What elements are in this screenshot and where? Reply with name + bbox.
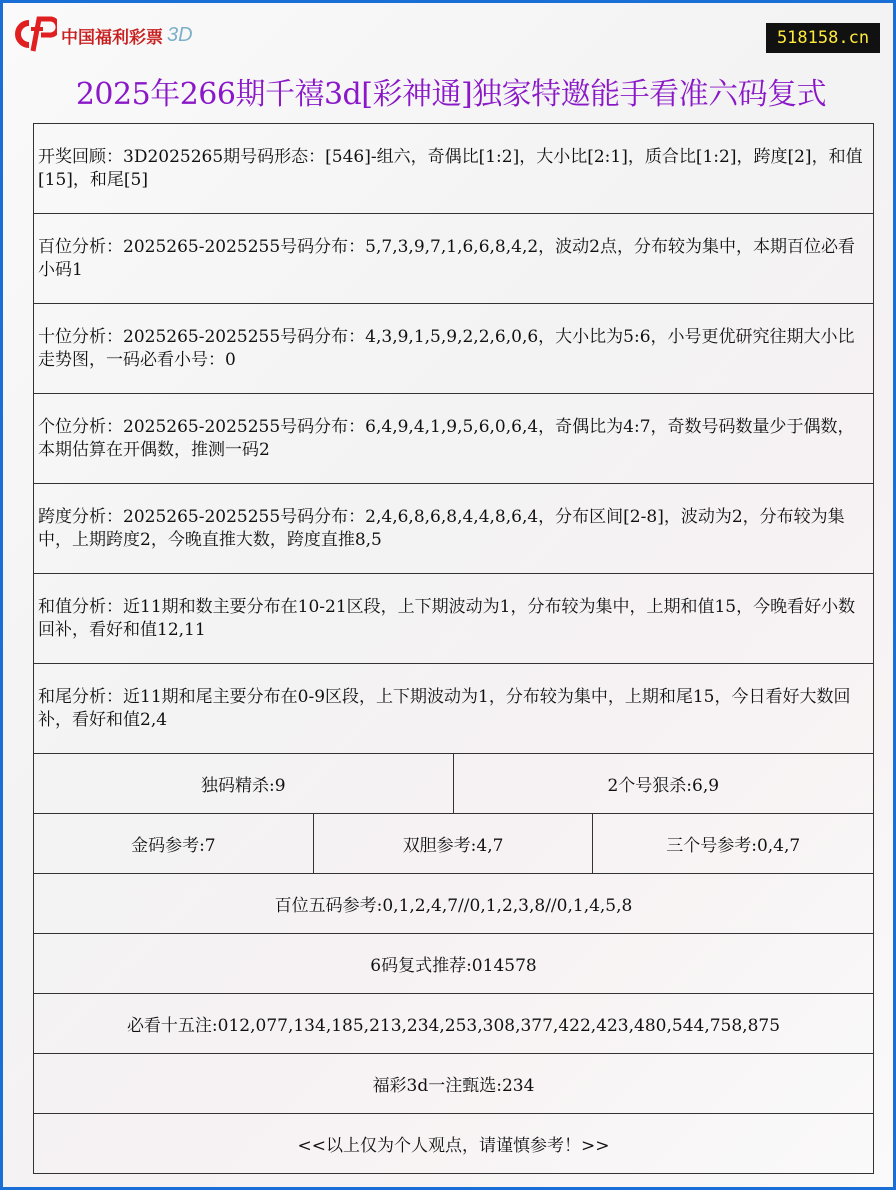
logo-3d: 3D xyxy=(167,23,193,46)
prediction-table xyxy=(33,123,874,1174)
site-badge: 518158.cn xyxy=(766,23,880,53)
table-row xyxy=(34,1114,874,1174)
draw-review: 开奖回顾：3D2025265期号码形态：[546]-组六，奇偶比[1:2]，大小比[2:1]，质合比[1:2]，跨度[2]，和值[15]，和尾[5] xyxy=(34,124,874,214)
single-kill: 独码精杀:9 xyxy=(34,754,454,814)
table-row xyxy=(34,814,874,874)
fifteen-bets: 必看十五注:012,077,134,185,213,234,253,308,377,422,423,480,544,758,875 xyxy=(34,994,874,1054)
gold-code: 金码参考:7 xyxy=(34,814,314,874)
six-combo: 6码复式推荐:014578 xyxy=(34,934,874,994)
sum-analysis: 和值分析：近11期和数主要分布在10-21区段，上下期波动为1，分布较为集中，上期和值15，今晚看好小数回补，看好和值12,11 xyxy=(34,574,874,664)
table-row xyxy=(34,574,874,664)
table-row xyxy=(34,304,874,394)
span-analysis: 跨度分析：2025265-2025255号码分布：2,4,6,8,6,8,4,4,8,6,4，分布区间[2-8]，波动为2，分布较为集中，上期跨度2，今晚直推大数，跨度直推8,5 xyxy=(34,484,874,574)
two-kill: 2个号狠杀:6,9 xyxy=(453,754,873,814)
units-analysis: 个位分析：2025265-2025255号码分布：6,4,9,4,1,9,5,6,0,6,4，奇偶比为4:7，奇数号码数量少于偶数，本期估算在开偶数，推测一码2 xyxy=(34,394,874,484)
table-row xyxy=(34,664,874,754)
one-bet: 福彩3d一注甄选:234 xyxy=(34,1054,874,1114)
table-row xyxy=(34,214,874,304)
table-row xyxy=(34,394,874,484)
table-row xyxy=(34,1054,874,1114)
three-code: 三个号参考:0,4,7 xyxy=(593,814,874,874)
logo-text: 中国福利彩票 xyxy=(61,27,163,47)
tens-analysis: 十位分析：2025265-2025255号码分布：4,3,9,1,5,9,2,2,6,0,6，大小比为5:6，小号更优研究往期大小比走势图，一码必看小号：0 xyxy=(34,304,874,394)
table-row xyxy=(34,934,874,994)
table-row xyxy=(34,994,874,1054)
table-row xyxy=(34,754,874,814)
page-title: 2025年266期千禧3d[彩神通]独家特邀能手看准六码复式 xyxy=(75,77,827,112)
double-bile: 双胆参考:4,7 xyxy=(313,814,593,874)
sum-tail-analysis: 和尾分析：近11期和尾主要分布在0-9区段，上下期波动为1，分布较为集中，上期和尾15，今日看好大数回补，看好和值2,4 xyxy=(34,664,874,754)
disclaimer: <<以上仅为个人观点，请谨慎参考！>> xyxy=(34,1114,874,1174)
cwl-logo-icon xyxy=(13,15,57,55)
hundreds-analysis: 百位分析：2025265-2025255号码分布：5,7,3,9,7,1,6,6,8,4,2，波动2点，分布较为集中，本期百位必看小码1 xyxy=(34,214,874,304)
table-row xyxy=(34,874,874,934)
hundreds-five: 百位五码参考:0,1,2,4,7//0,1,2,3,8//0,1,4,5,8 xyxy=(34,874,874,934)
welfare-lottery-logo xyxy=(13,15,193,55)
table-row xyxy=(34,484,874,574)
table-row xyxy=(34,124,874,214)
